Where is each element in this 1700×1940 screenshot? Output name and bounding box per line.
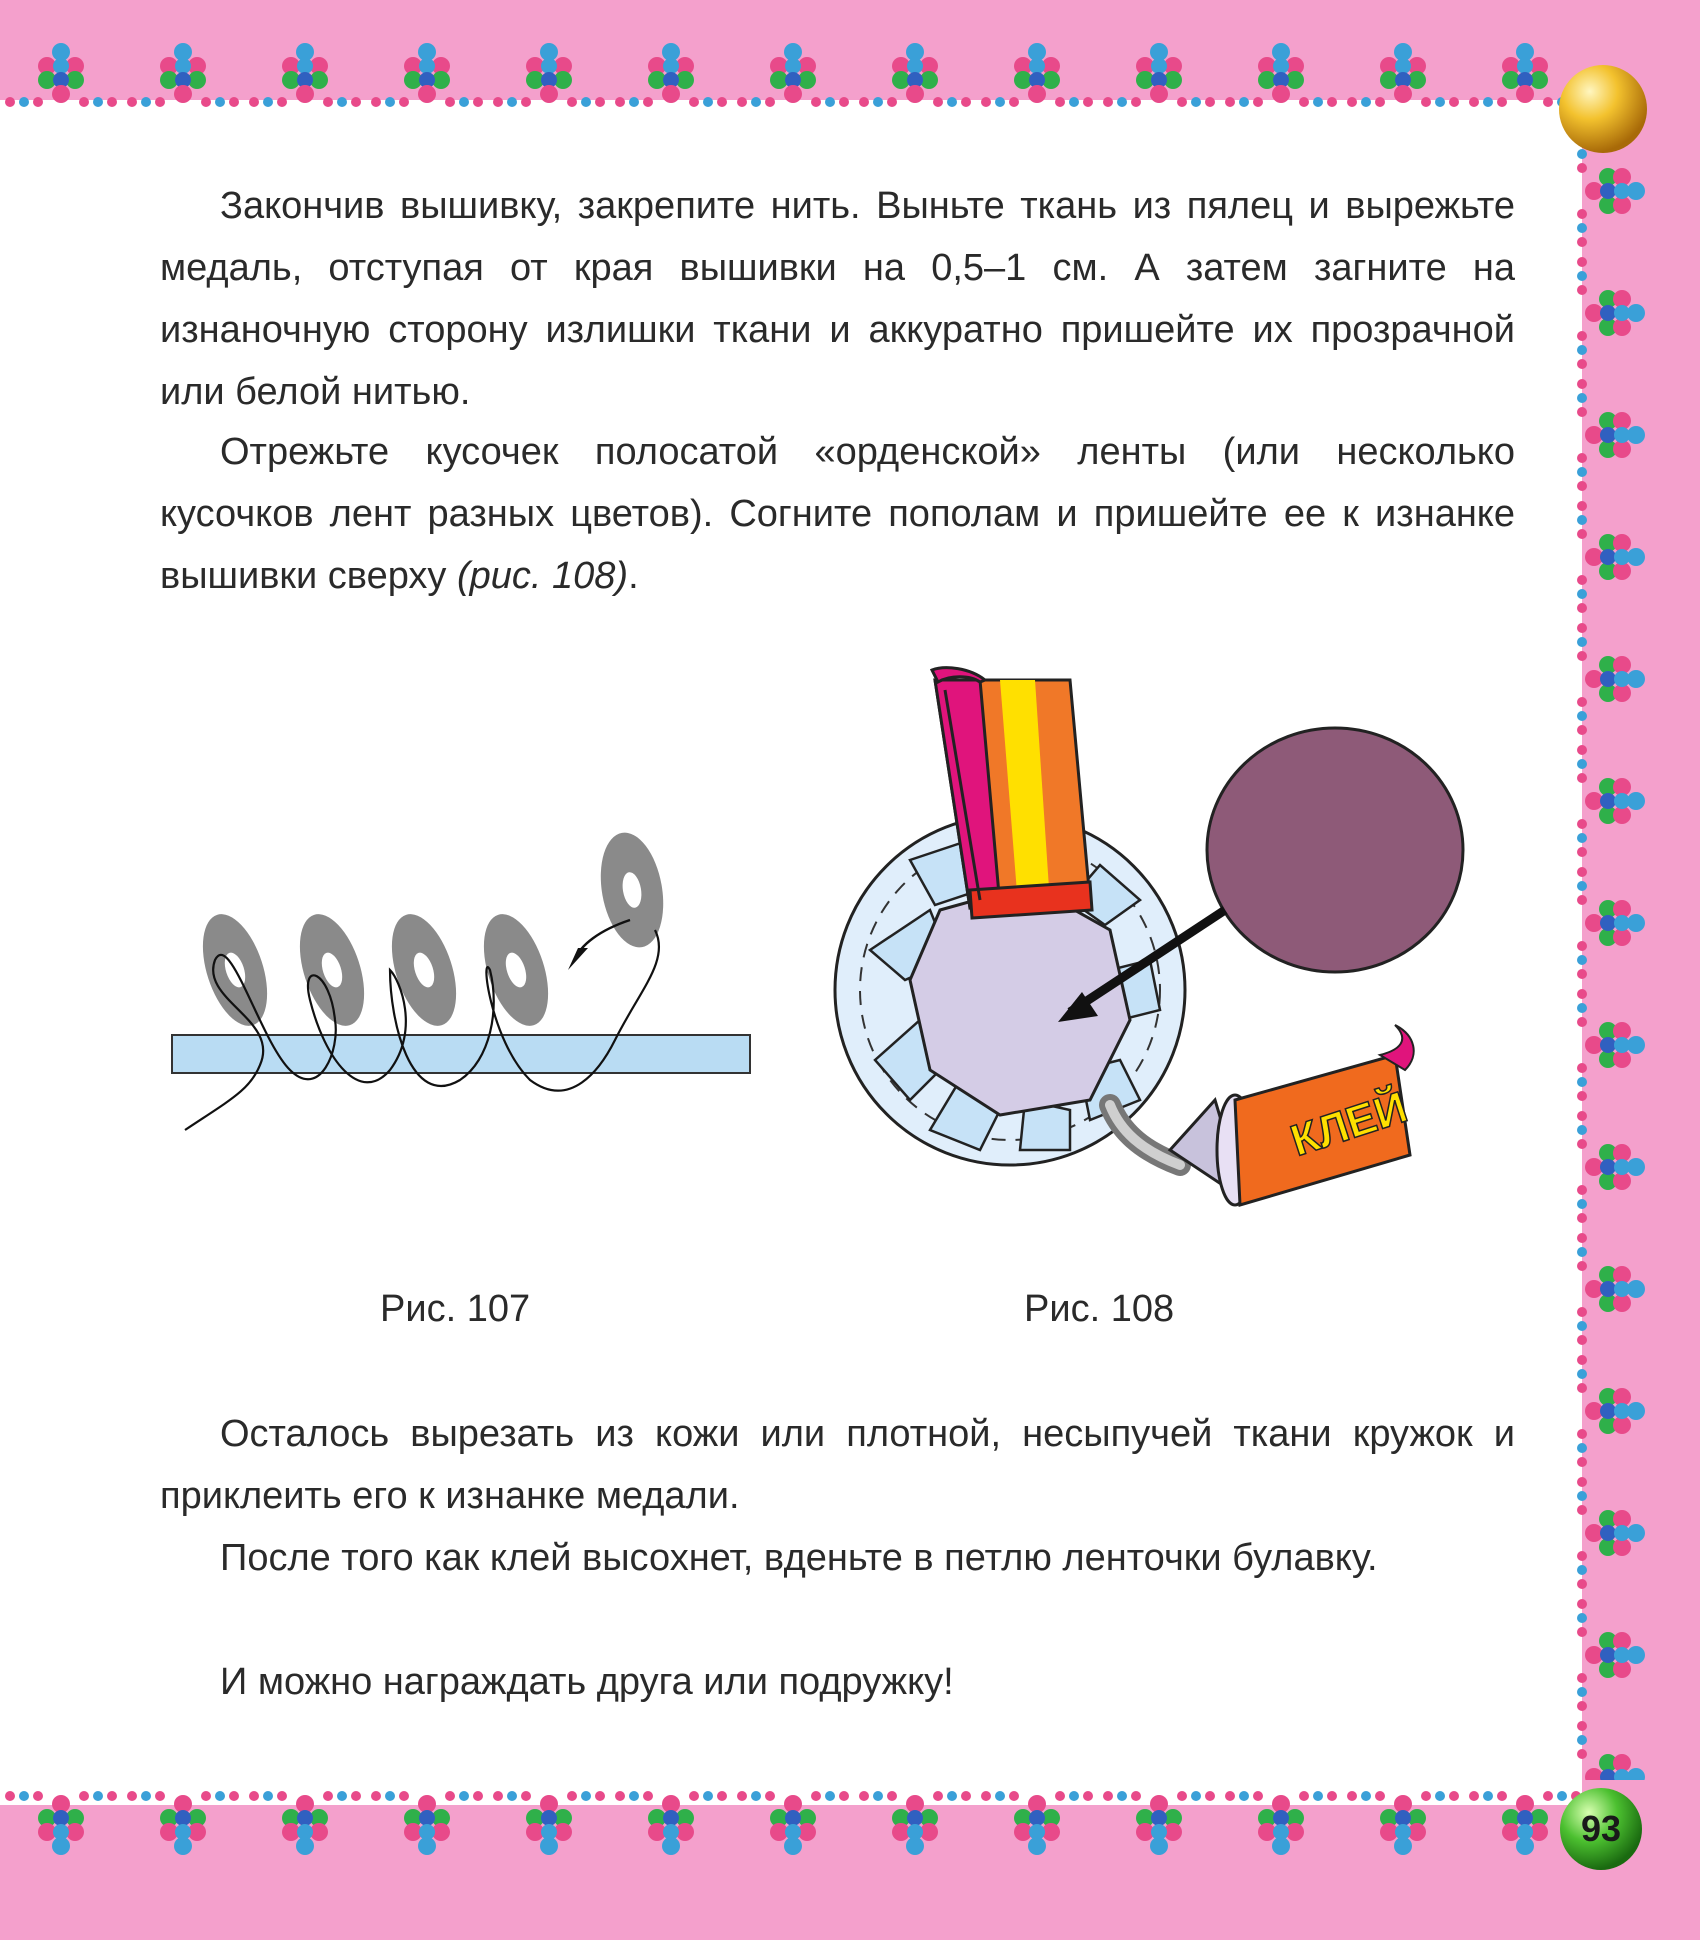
bead-border-right xyxy=(1560,130,1670,1780)
figure-107-sequins xyxy=(160,820,760,1150)
figure-108-medal xyxy=(820,660,1520,1260)
paragraph-ribbon xyxy=(160,421,1515,607)
leather-circle xyxy=(1207,728,1463,972)
paragraph-finish-embroidery: Закончив вышивку, закрепите нить. Выньте ткань из пялец и вырежьте медаль, отступая от края вышивки на 0,5–1 см. А затем загните на изнаночную сторону излишки ткани и аккуратно пришейте их прозрачной или белой нитью. xyxy=(160,185,1515,413)
bead-border-top xyxy=(0,30,1600,130)
paragraph-pin: После того как клей высохнет, вденьте в петлю ленточки булавку. xyxy=(220,1537,1378,1579)
glue-tube-label: КЛЕЙ xyxy=(1284,1082,1414,1166)
figure-reference: (рис. 108) xyxy=(456,555,629,597)
figure-107-caption: Рис. 107 xyxy=(380,1288,531,1330)
paragraph-ribbon-end: . xyxy=(628,555,639,597)
corner-ball-icon xyxy=(1556,62,1650,156)
paragraph-ribbon-text: Отрежьте кусочек полосатой «орденской» ленты (или несколько кусочков лент разных цветов). Согните пополам и пришейте ее к изнанке вышивки сверху xyxy=(160,431,1515,597)
bead-border-bottom xyxy=(0,1770,1600,1870)
paragraph-award: И можно награждать друга или подружку! xyxy=(220,1661,954,1703)
page-number: 93 xyxy=(1580,1808,1622,1849)
figure-108-caption: Рис. 108 xyxy=(1024,1288,1175,1330)
paragraph-cut-leather: Осталось вырезать из кожи или плотной, несыпучей ткани кружок и приклеить его к изнанке медали. xyxy=(160,1413,1515,1517)
